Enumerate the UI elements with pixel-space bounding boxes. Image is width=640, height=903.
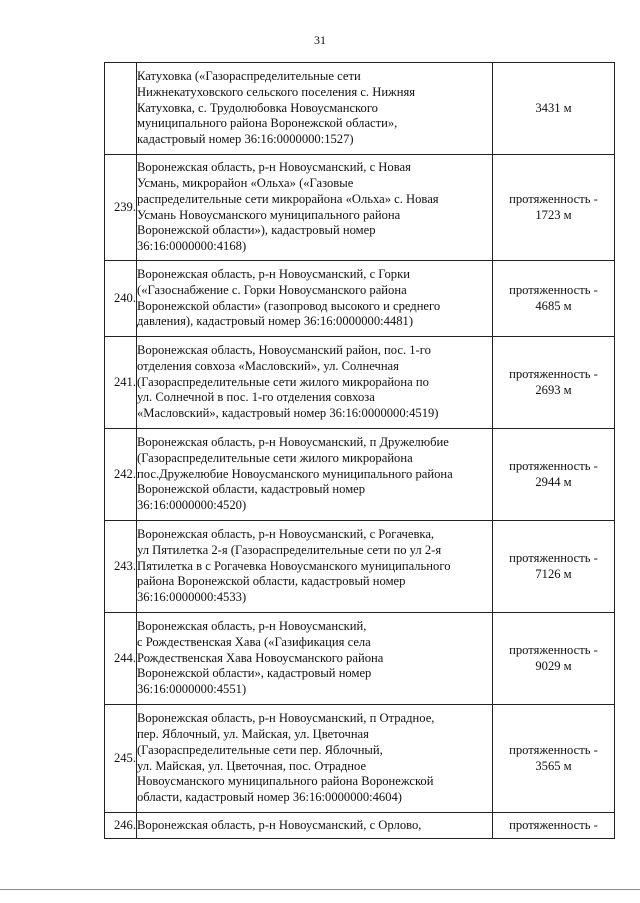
object-length	[493, 429, 615, 521]
length-line: 9029 м	[535, 658, 572, 673]
description-line: с Рождественская Хава («Газификация села	[137, 634, 371, 649]
row-number: 246.	[105, 813, 137, 839]
length-line: протяженность -	[509, 282, 598, 297]
description-line: Воронежской области» (газопровод высокого и среднего	[137, 298, 441, 313]
description-line: 36:16:0000000:4168)	[137, 239, 247, 254]
page-number: 31	[314, 33, 326, 47]
table-row	[105, 155, 615, 261]
description-line: пос.Дружелюбие Новоусманского муниципального района	[137, 466, 453, 481]
description-line: 36:16:0000000:4551)	[137, 682, 247, 697]
description-line: ул. Солнечной в пос. 1-го отделения совхоза	[137, 390, 375, 405]
description-line: Воронежская область, р-н Новоусманский, с Орлово,	[137, 817, 422, 832]
description-line: Воронежская область, р-н Новоусманский, п Отрадное,	[137, 711, 435, 726]
length-line: 3431 м	[535, 100, 572, 115]
row-number: 241.	[105, 337, 137, 429]
row-number	[105, 63, 137, 155]
description-line: Катуховка, с. Трудолюбовка Новоусманского	[137, 100, 378, 115]
description-line: 36:16:0000000:4533)	[137, 590, 247, 605]
description-line: муниципального района Воронежской области»,	[137, 116, 398, 131]
description-line: Воронежской области»), кадастровый номер	[137, 223, 376, 238]
length-line: протяженность -	[509, 742, 598, 757]
object-length	[493, 337, 615, 429]
table-row	[105, 261, 615, 337]
description-line: Усмань Новоусманского муниципального района	[137, 207, 401, 222]
object-length	[493, 613, 615, 705]
length-line: 2693 м	[535, 382, 572, 397]
page-bottom-divider	[0, 889, 640, 890]
object-description	[137, 155, 493, 261]
description-line: ул Пятилетка 2-я (Газораспределительные сети по ул 2-я	[137, 542, 442, 557]
object-description	[137, 521, 493, 613]
length-line: протяженность -	[509, 642, 598, 657]
description-line: (Газораспределительные сети пер. Яблочный,	[137, 742, 383, 757]
object-length	[493, 261, 615, 337]
description-line: давления), кадастровый номер 36:16:0000000:4481)	[137, 314, 414, 329]
table-row	[105, 63, 615, 155]
description-line: Воронежская область, р-н Новоусманский, п Дружелюбие	[137, 435, 449, 449]
description-line: Новоусманского муниципального района Воронежской	[137, 774, 434, 789]
description-line: Усмань, микрорайон «Ольха» («Газовые	[137, 175, 354, 190]
length-line: протяженность -	[509, 366, 598, 381]
description-line: Воронежская область, р-н Новоусманский, с Новая	[137, 160, 411, 175]
description-line: Воронежская область, р-н Новоусманский, с Рогачевка,	[137, 527, 435, 541]
table-row	[105, 337, 615, 429]
description-line: распределительные сети микрорайона «Ольха» с. Новая	[137, 191, 439, 206]
table-row	[105, 521, 615, 613]
length-line: протяженность -	[509, 458, 598, 473]
table-row	[105, 813, 615, 839]
row-number: 240.	[105, 261, 137, 337]
length-line: протяженность -	[509, 191, 598, 206]
length-line: протяженность -	[509, 550, 598, 565]
object-length	[493, 521, 615, 613]
description-line: Воронежской области, кадастровый номер	[137, 482, 366, 497]
description-line: района Воронежской области, кадастровый номер	[137, 574, 406, 589]
description-line: Воронежская область, р-н Новоусманский,	[137, 619, 367, 633]
description-line: Пятилетка в с Рогачевка Новоусманского муниципального	[137, 558, 451, 573]
object-length	[493, 155, 615, 261]
length-line: 1723 м	[535, 207, 572, 222]
description-line: Рождественская Хава Новоусманского района	[137, 650, 384, 665]
description-line: (Газораспределительные сети жилого микрорайона	[137, 450, 413, 465]
length-line: 4685 м	[535, 298, 572, 313]
registry-table-body	[105, 63, 615, 839]
table-row	[105, 613, 615, 705]
description-line: «Масловский», кадастровый номер 36:16:0000000:4519)	[137, 406, 439, 421]
row-number: 242.	[105, 429, 137, 521]
description-line: Воронежская область, р-н Новоусманский, с Горки	[137, 266, 410, 281]
description-line: отделения совхоза «Масловский», ул. Солнечная	[137, 358, 399, 373]
description-line: пер. Яблочный, ул. Майская, ул. Цветочная	[137, 726, 369, 741]
object-description	[137, 613, 493, 705]
row-number: 244.	[105, 613, 137, 705]
object-length	[493, 705, 615, 813]
table-row	[105, 429, 615, 521]
row-number: 245.	[105, 705, 137, 813]
object-description	[137, 813, 493, 839]
description-line: Катуховка («Газораспределительные сети	[137, 69, 361, 83]
length-line: 7126 м	[535, 566, 572, 581]
row-number: 239.	[105, 155, 137, 261]
description-line: Нижнекатуховского сельского поселения с. Нижняя	[137, 84, 416, 99]
description-line: Воронежская область, Новоусманский район, пос. 1-го	[137, 343, 431, 357]
description-line: (Газораспределительные сети жилого микрорайона по	[137, 374, 429, 389]
description-line: области, кадастровый номер 36:16:0000000:4604)	[137, 790, 402, 805]
description-line: ул. Майская, ул. Цветочная, пос. Отрадное	[137, 758, 367, 773]
row-number: 243.	[105, 521, 137, 613]
object-description	[137, 705, 493, 813]
table-row	[105, 705, 615, 813]
length-line: 2944 м	[535, 474, 572, 489]
description-line: Воронежской области», кадастровый номер	[137, 666, 372, 681]
description-line: кадастровый номер 36:16:0000000:1527)	[137, 132, 354, 147]
object-length	[493, 813, 615, 839]
length-line: протяженность -	[509, 817, 598, 832]
description-line: 36:16:0000000:4520)	[137, 498, 247, 513]
registry-table	[104, 62, 615, 839]
object-description	[137, 63, 493, 155]
description-line: («Газоснабжение с. Горки Новоусманского района	[137, 282, 407, 297]
object-description	[137, 429, 493, 521]
object-length	[493, 63, 615, 155]
object-description	[137, 337, 493, 429]
length-line: 3565 м	[535, 758, 572, 773]
object-description	[137, 261, 493, 337]
